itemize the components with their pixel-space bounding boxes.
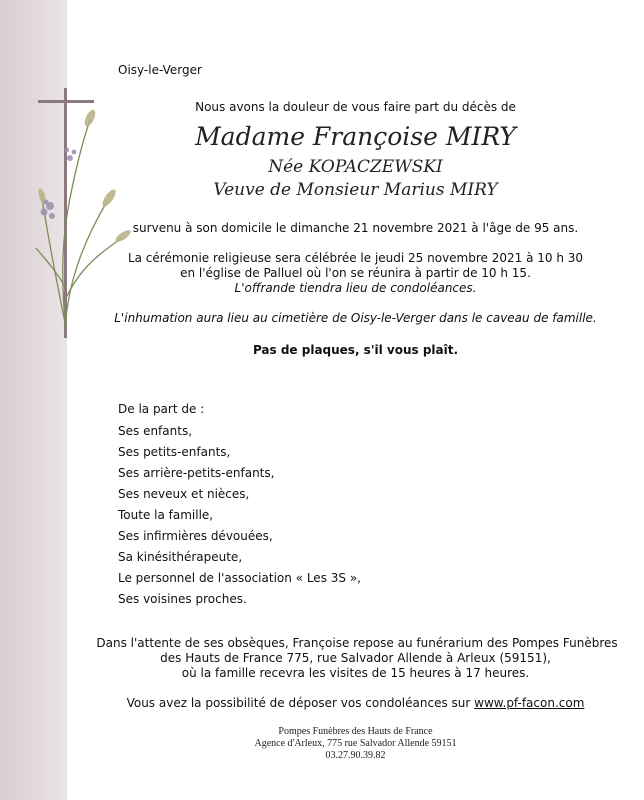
ceremony-line-1: La cérémonie religieuse sera célébrée le jeudi 25 novembre 2021 à 10 h 30 (127, 251, 584, 265)
list-item: Ses voisines proches. (118, 592, 247, 606)
burial-note: L'inhumation aura lieu au cimetière de Oisy-le-Verger dans le caveau de famille. (114, 311, 597, 325)
offering-note: L'offrande tiendra lieu de condoléances. (234, 281, 477, 295)
condolences-line (67, 696, 644, 710)
widow-of-line: Veuve de Monsieur Marius MIRY (213, 180, 498, 200)
footer-phone: 03.27.90.39.82 (325, 750, 386, 761)
deceased-name: Madame Françoise MIRY (195, 122, 516, 151)
list-item: Ses petits-enfants, (118, 445, 231, 459)
list-item: Ses neveux et nièces, (118, 487, 250, 501)
from-label: De la part de : (118, 402, 205, 416)
place-name: Oisy-le-Verger (118, 63, 202, 77)
funeral-home-line-1: Dans l'attente de ses obsèques, Françoise repose au funérarium des Pompes Funèbres (96, 636, 618, 650)
maiden-name: Née KOPACZEWSKI (268, 157, 443, 177)
condolences-text: Vous avez la possibilité de déposer vos condoléances sur (126, 696, 471, 710)
condolences-link[interactable]: www.pf-facon.com (474, 696, 585, 710)
footer-company: Pompes Funèbres des Hauts de France (278, 726, 433, 737)
funeral-home-line-2: des Hauts de France 775, rue Salvador Allende à Arleux (59151), (160, 651, 551, 665)
funeral-home-line-3: où la famille recevra les visites de 15 heures à 17 heures. (181, 666, 530, 680)
footer-address: Agence d'Arleux, 775 rue Salvador Allende 59151 (254, 738, 457, 749)
ceremony-line-2: en l'église de Palluel où l'on se réunira à partir de 10 h 15. (180, 266, 531, 280)
list-item: Sa kinésithérapeute, (118, 550, 243, 564)
intro-line: Nous avons la douleur de vous faire part du décès de (195, 100, 516, 114)
list-item: Ses infirmières dévouées, (118, 529, 273, 543)
no-plaques-note: Pas de plaques, s'il vous plaît. (252, 343, 459, 357)
list-item: Ses arrière-petits-enfants, (118, 466, 275, 480)
list-item: Ses enfants, (118, 424, 193, 438)
list-item: Le personnel de l'association « Les 3S », (118, 571, 361, 585)
list-item: Toute la famille, (118, 508, 214, 522)
death-notice: survenu à son domicile le dimanche 21 novembre 2021 à l'âge de 95 ans. (132, 221, 579, 235)
